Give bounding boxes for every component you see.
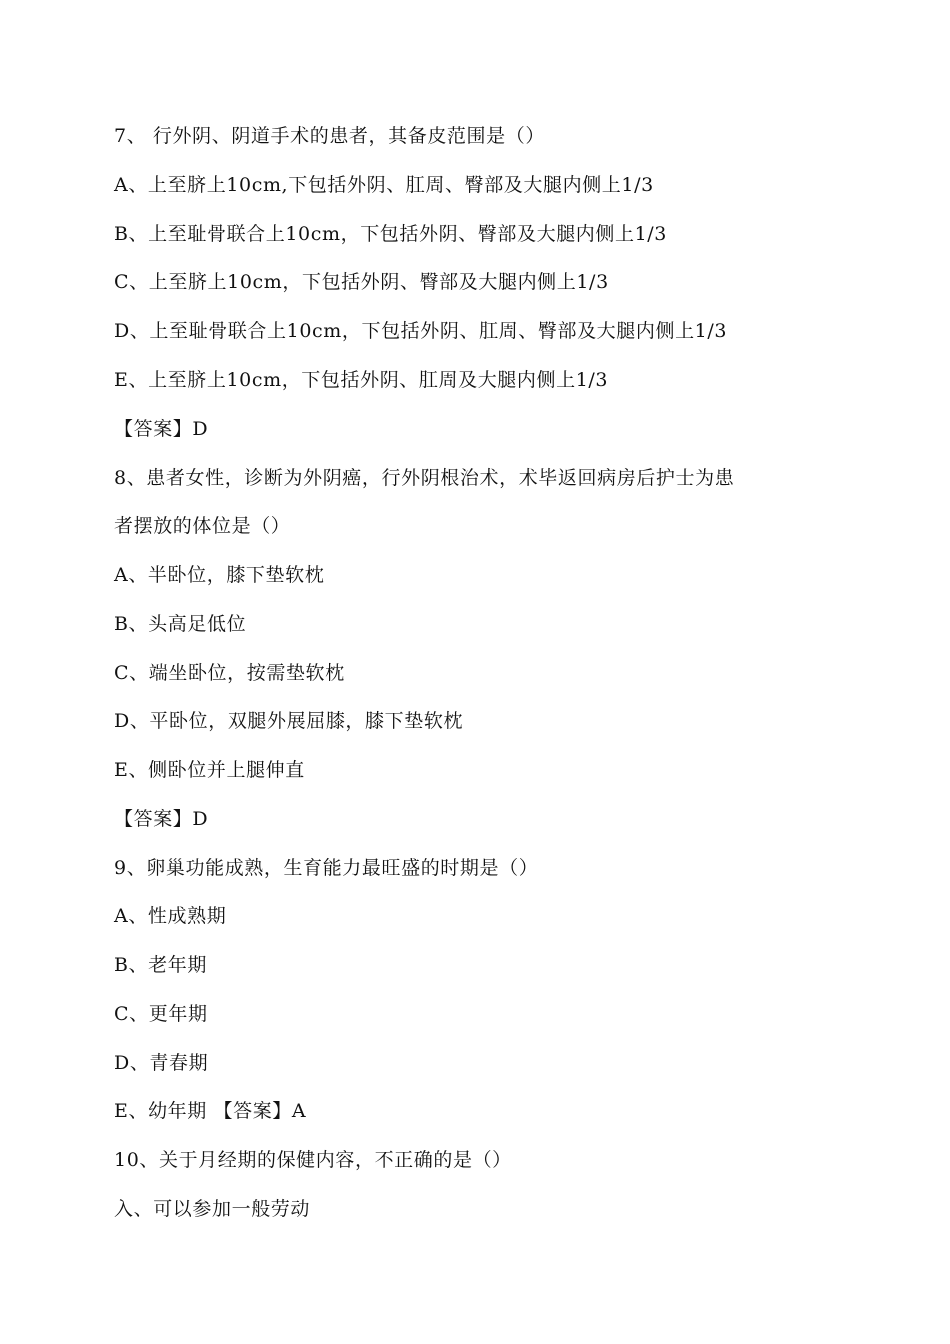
question-7-answer: 【答案】D — [114, 418, 209, 440]
question-8-option-d: D、平卧位，双腿外展屈膝，膝下垫软枕 — [114, 710, 464, 732]
question-8-option-b: B、头高足低位 — [114, 613, 247, 635]
question-7-option-a: A、上至脐上10cm,下包括外阴、肛周、臀部及大腿内侧上1/3 — [114, 174, 654, 196]
question-9-option-e-with-answer: E、幼年期 【答案】A — [114, 1100, 307, 1122]
question-9-option-b: B、老年期 — [114, 954, 207, 976]
question-7-option-e: E、上至脐上10cm，下包括外阴、肛周及大腿内侧上1/3 — [114, 369, 609, 391]
question-8-stem-line-1: 8、患者女性，诊断为外阴癌，行外阴根治术，术毕返回病房后护士为患 — [114, 467, 735, 489]
question-10-option-a: 入、可以参加一般劳动 — [114, 1198, 311, 1220]
question-8-option-c: C、端坐卧位，按需垫软枕 — [114, 662, 345, 684]
question-7-option-d: D、上至耻骨联合上10cm，下包括外阴、肛周、臀部及大腿内侧上1/3 — [114, 320, 728, 342]
question-8-option-e: E、侧卧位并上腿伸直 — [114, 759, 305, 781]
question-8-stem-line-2: 者摆放的体位是（） — [114, 515, 291, 537]
question-9-option-d: D、青春期 — [114, 1052, 209, 1074]
question-8-answer: 【答案】D — [114, 808, 209, 830]
question-7-stem: 7、 行外阴、阴道手术的患者，其备皮范围是（） — [114, 125, 545, 147]
question-7-option-b: B、上至耻骨联合上10cm，下包括外阴、臀部及大腿内侧上1/3 — [114, 223, 667, 245]
question-8-option-a: A、半卧位，膝下垫软枕 — [114, 564, 325, 586]
question-9-stem: 9、卵巢功能成熟，生育能力最旺盛的时期是（） — [114, 857, 539, 879]
question-7-option-c: C、上至脐上10cm，下包括外阴、臀部及大腿内侧上1/3 — [114, 271, 609, 293]
question-9-option-a: A、性成熟期 — [114, 905, 227, 927]
question-9-option-c: C、更年期 — [114, 1003, 208, 1025]
question-10-stem: 10、关于月经期的保健内容，不正确的是（） — [114, 1149, 512, 1171]
